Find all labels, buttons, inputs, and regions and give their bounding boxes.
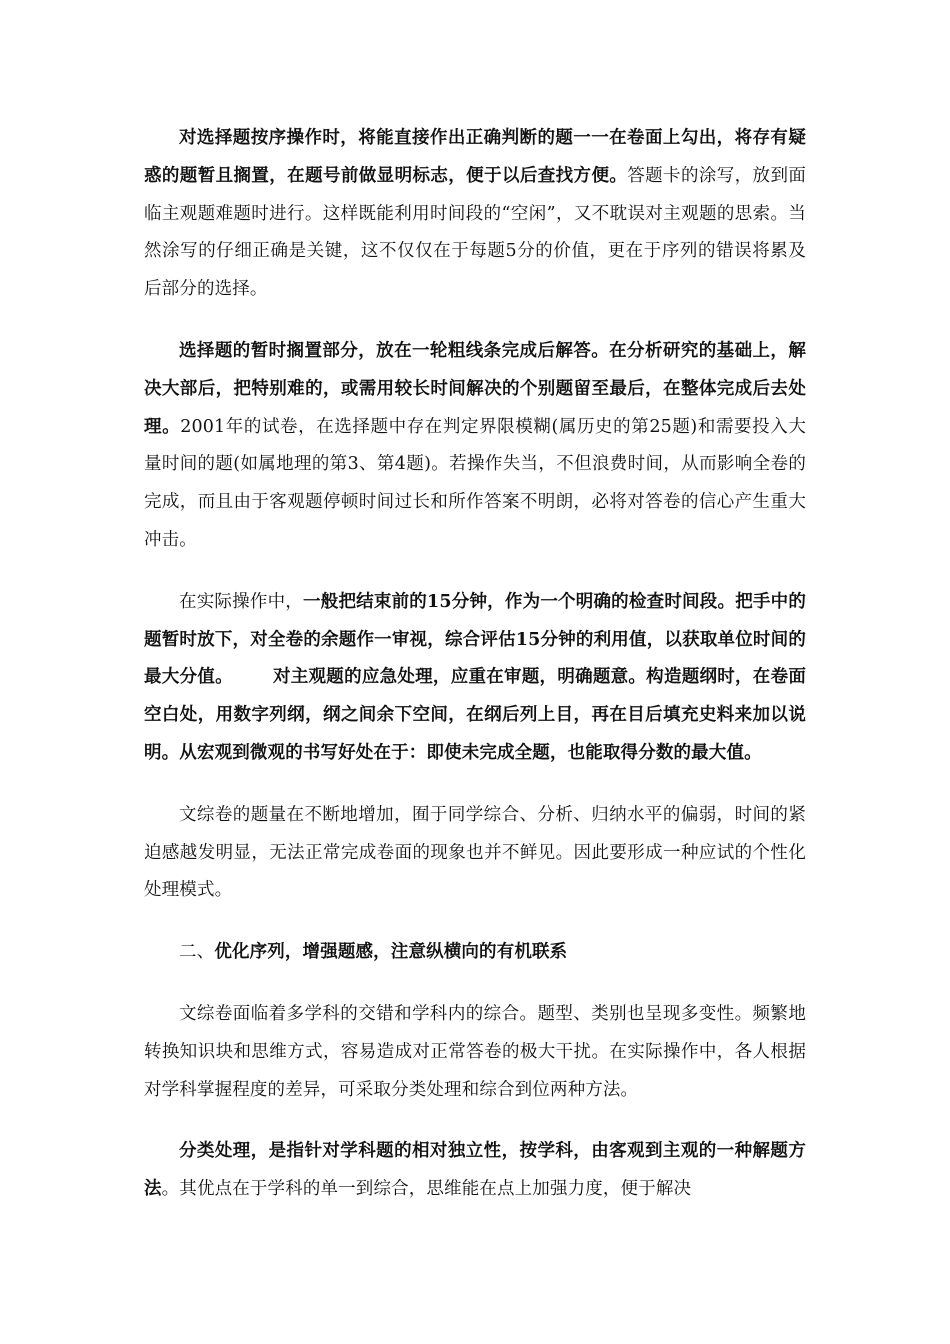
paragraph-5 [144,934,806,972]
text-segment: 。其优点在于学科的单一到综合，思维能在点上加强力度，便于解决 [161,1179,692,1200]
paragraph-6 [144,996,806,1109]
text-segment: 文综卷面临着多学科的交错和学科内的综合。题型、类别也呈现多变性。频繁地转换知识块和思维方式，容易造成对正常答卷的极大干扰。在实际操作中，各人根据对学科掌握程度的差异，可采取分类处理和综合到位两种方法。 [144,1003,806,1100]
text-segment: 2001年的试卷，在选择题中存在判定界限模糊(属历史的第25题)和需要投入大量时间的题(如属地理的第3、第4题)。若操作失当，不但浪费时间，从而影响全卷的完成，而且由于客观题停顿时间过长和所作答案不明朗，必将对答卷的信心产生重大冲击。 [144,416,806,550]
paragraph-4 [144,797,806,910]
bold-text-segment: 优化序列，增强题感，注意纵横向的有机联系 [214,942,568,963]
bold-text-segment: 对主观题的应急处理，应重在审题，明确题意。构造题纲时，在卷面空白处，用数字列纲，纲之间余下空间，在纲后列上目，再在目后填充史料来加以说明。从宏观到微观的书写好处在于：即使未完成全题，也能取得分数的最大值。 [144,667,806,763]
bold-text-segment: 选择题的暂时搁置部分，放在一轮粗线条完成后解答。在分析研究的基础上，解决大部后，把特别难的，或需用较长时间解决的个别题留至最后，在整体完成后去处理。 [144,340,806,437]
text-segment: 在实际操作中， [179,591,304,612]
paragraph-3 [144,584,806,773]
text-segment: 二、 [179,942,215,963]
bold-text-segment: 对选择题按序操作时，将能直接作出正确判断的题一一在卷面上勾出，将存有疑惑的题暂且搁置，在题号前做显明标志，便于以后查找方便。 [144,128,806,186]
paragraph-2 [144,333,806,560]
paragraph-1 [144,120,806,309]
bold-text-segment: 分类处理，是指针对学科题的相对独立性，按学科，由客观到主观的一种解题方法 [144,1141,806,1200]
text-segment: 文综卷的题量在不断地增加，囿于同学综合、分析、归纳水平的偏弱，时间的紧迫感越发明显，无法正常完成卷面的现象也并不鲜见。因此要形成一种应试的个性化处理模式。 [144,804,806,901]
paragraph-7 [144,1133,806,1209]
text-segment: 答题卡的涂写，放到面临主观题难题时进行。这样既能利用时间段的“空闲”，又不耽误对主观题的思索。当然涂写的仔细正确是关键，这不仅仅在于每题5分的价值，更在于序列的错误将累及后部分的选择。 [144,165,806,300]
bold-text-segment: 一般把结束前的15分钟，作为一个明确的检查时间段。把手中的题暂时放下，对全卷的余题作一审视，综合评估15分钟的利用值，以获取单位时间的最大分值。 [144,591,806,688]
document-body [144,120,806,1233]
